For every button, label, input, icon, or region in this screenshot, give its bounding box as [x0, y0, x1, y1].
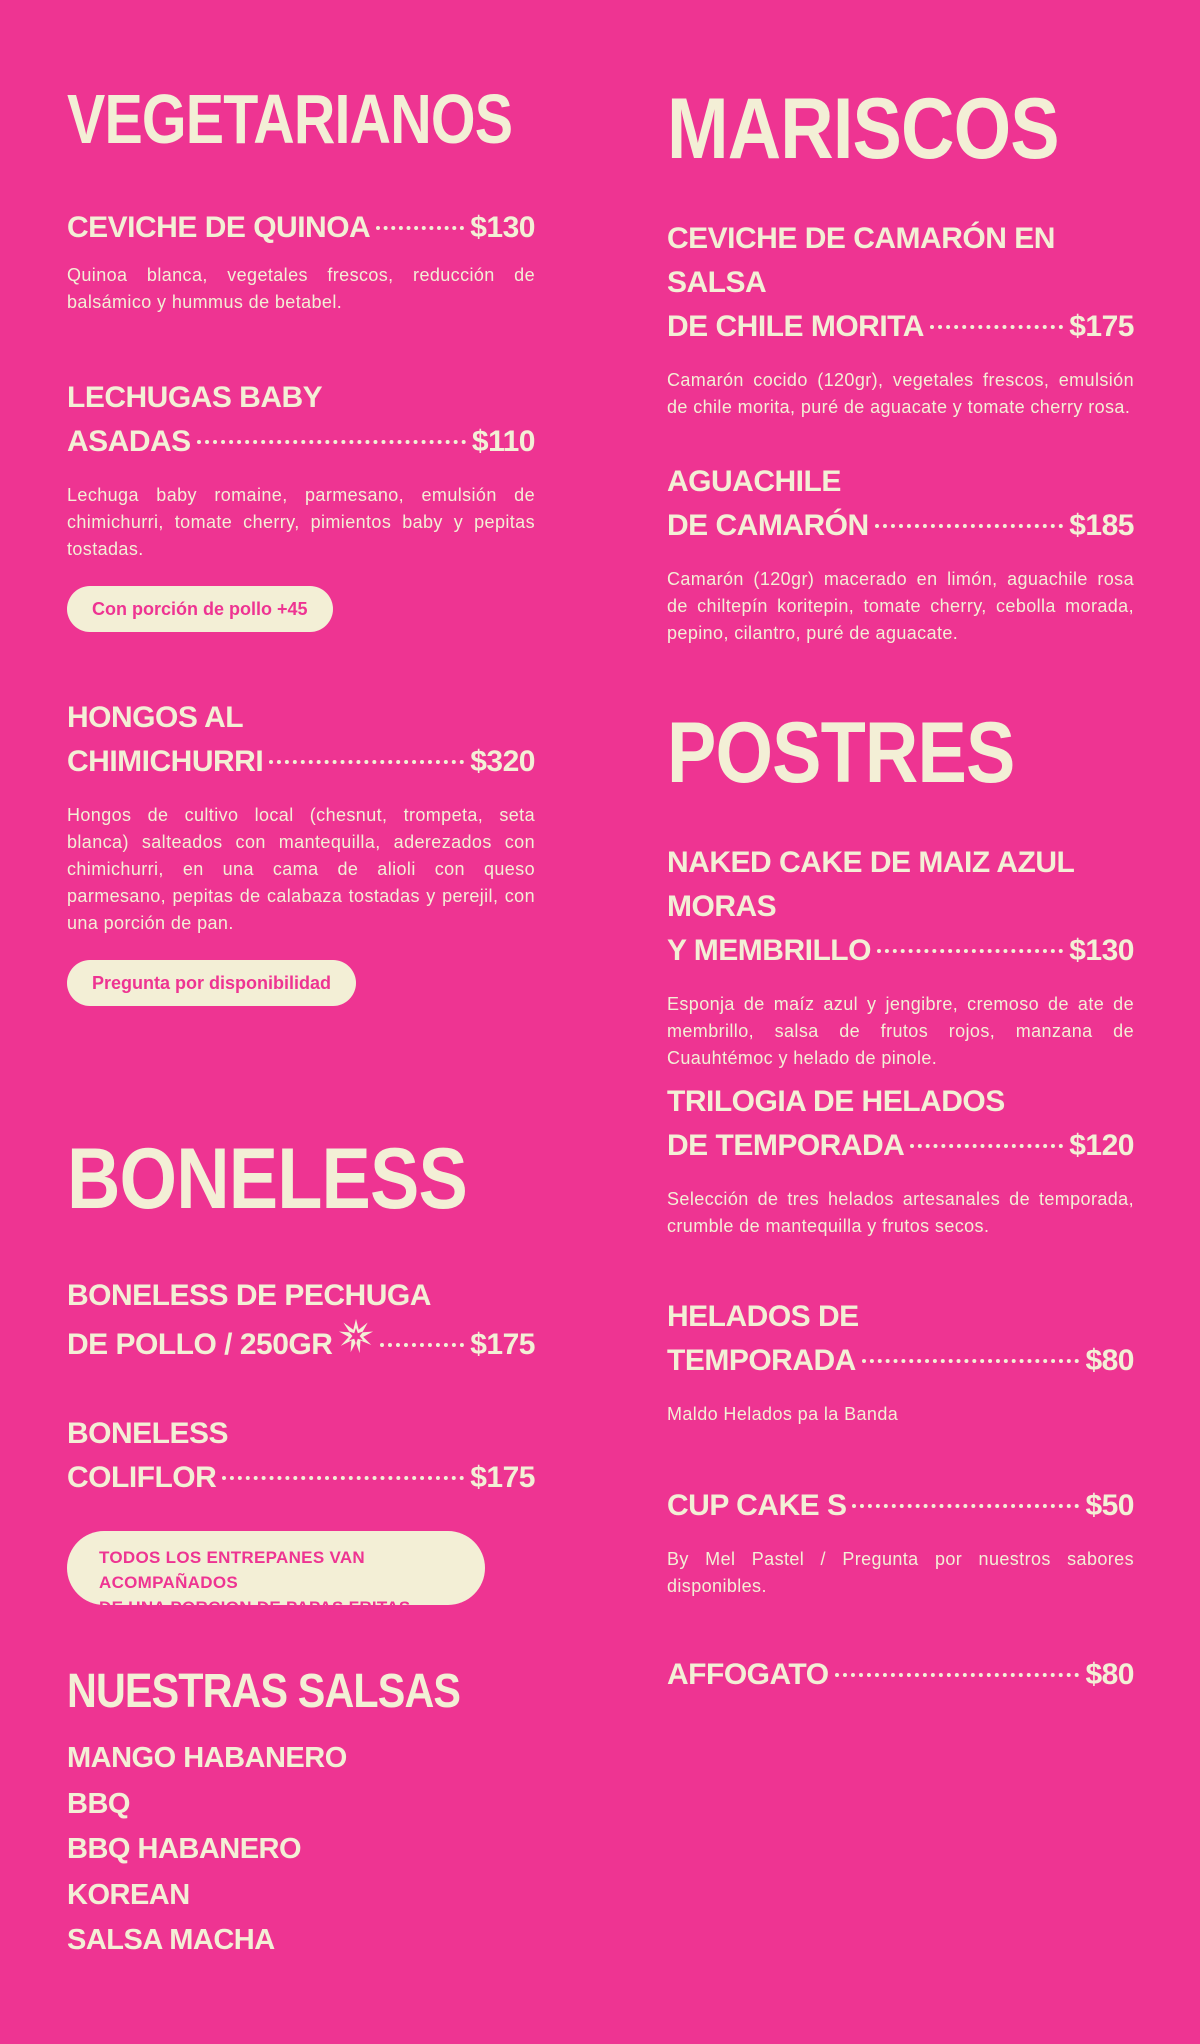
leader-dots [930, 325, 1063, 329]
list-item: SALSA MACHA [67, 1924, 275, 1956]
item-name-line2: DE CAMARÓN [667, 509, 869, 542]
list-item: BBQ HABANERO [67, 1833, 302, 1865]
item-name-line1: BONELESS DE PECHUGA [67, 1279, 431, 1312]
note-line1: TODOS LOS ENTREPANES VAN ACOMPAÑADOS [99, 1548, 366, 1592]
menu-item-ceviche-quinoa [67, 206, 535, 316]
item-name-line1: LECHUGAS BABY [67, 381, 323, 414]
item-name-line1: HELADOS DE [667, 1300, 859, 1333]
item-price: $80 [1085, 1658, 1134, 1691]
menu-item-boneless-pechuga [67, 1274, 535, 1367]
leader-dots [380, 1343, 464, 1347]
salsas-list [67, 1736, 535, 1964]
item-price: $320 [470, 745, 535, 778]
item-name-line2: Y MEMBRILLO [667, 934, 871, 967]
item-name-line1: BONELESS [67, 1417, 229, 1450]
item-price: $175 [470, 1328, 535, 1361]
leader-dots [222, 1476, 464, 1480]
menu-item-aguachile [667, 460, 1134, 647]
item-name: AFFOGATO [667, 1658, 829, 1691]
menu-item-affogato [667, 1653, 1134, 1697]
menu-item-ceviche-camaron [667, 217, 1134, 421]
item-price: $185 [1069, 509, 1134, 542]
item-name: CEVICHE DE QUINOA [67, 211, 371, 244]
item-price: $110 [471, 425, 535, 458]
item-name-line2: CHIMICHURRI [67, 745, 264, 778]
menu-item-hongos-chimichurri [67, 696, 535, 1006]
menu-item-boneless-coliflor [67, 1412, 535, 1500]
leader-dots [875, 524, 1064, 528]
item-description: Lechuga baby romaine, parmesano, emulsión de chimichurri, tomate cherry, pimientos baby y pepitas tostadas. [67, 485, 535, 559]
item-name-line1: HONGOS AL [67, 701, 244, 734]
item-name: CUP CAKE S [667, 1489, 847, 1522]
papas-note-pill [67, 1531, 485, 1617]
item-description: Selección de tres helados artesanales de temporada, crumble de mantequilla y frutos secos. [667, 1189, 1134, 1236]
section-title-boneless: BONELESS [67, 1131, 467, 1227]
item-name-line2: ASADAS [67, 425, 191, 458]
item-name-line2: DE POLLO / 250GR [67, 1328, 333, 1361]
availability-pill: Pregunta por disponibilidad [67, 960, 356, 1006]
item-name-line1: NAKED CAKE DE MAIZ AZUL MORAS [667, 846, 1074, 923]
list-item: KOREAN [67, 1878, 190, 1911]
section-title-mariscos: MARISCOS [667, 81, 1059, 177]
menu-item-naked-cake [667, 841, 1134, 1072]
item-name-line2: TEMPORADA [667, 1344, 856, 1377]
item-name-line2: COLIFLOR [67, 1461, 217, 1494]
leader-dots [197, 440, 466, 444]
leader-dots [835, 1673, 1080, 1677]
item-description: Maldo Helados pa la Banda [667, 1404, 899, 1424]
leader-dots [269, 760, 464, 764]
menu-item-trilogia-helados [667, 1080, 1134, 1240]
item-price: $175 [470, 1461, 535, 1494]
menu-item-cup-cakes [667, 1484, 1134, 1600]
note-line2: DE UNA PORCION DE PAPAS FRITAS [99, 1598, 411, 1617]
section-title-postres: POSTRES [667, 705, 1015, 801]
section-title-salsas: NUESTRAS SALSAS [67, 1665, 461, 1718]
item-name-line1: CEVICHE DE CAMARÓN EN SALSA [667, 222, 1055, 299]
item-description: Esponja de maíz azul y jengibre, cremoso de ate de membrillo, salsa de frutos rojos, manzana de Cuauhtémoc y helado de pinole. [667, 994, 1134, 1068]
list-item: MANGO HABANERO [67, 1742, 347, 1774]
item-description: Camarón cocido (120gr), vegetales frescos, emulsión de chile morita, puré de aguacate y tomate cherry rosa. [667, 370, 1134, 417]
spicy-burst-icon [338, 1318, 374, 1354]
item-price: $175 [1069, 310, 1134, 343]
item-description: By Mel Pastel / Pregunta por nuestros sabores disponibles. [667, 1549, 1134, 1596]
leader-dots [852, 1504, 1079, 1508]
leader-dots [877, 949, 1063, 953]
item-price: $80 [1085, 1344, 1134, 1377]
item-price: $120 [1069, 1129, 1134, 1162]
item-description: Hongos de cultivo local (chesnut, trompeta, seta blanca) salteados con mantequilla, aderezados con chimichurri, en una cama de alioli con queso parmesano, pepitas de calabaza tostadas y perejil, con una porción de pan. [67, 805, 535, 933]
item-description: Quinoa blanca, vegetales frescos, reducción de balsámico y hummus de betabel. [67, 265, 535, 312]
menu-item-lechugas-baby [67, 376, 535, 632]
list-item: BBQ [67, 1787, 130, 1820]
item-name-line1: TRILOGIA DE HELADOS [667, 1085, 1005, 1118]
item-name-line2: DE CHILE MORITA [667, 310, 924, 343]
item-price: $50 [1085, 1489, 1134, 1522]
menu-item-helados-temporada [667, 1295, 1134, 1428]
leader-dots [376, 226, 464, 230]
item-price: $130 [1069, 934, 1134, 967]
item-name-line1: AGUACHILE [667, 465, 841, 498]
section-title-vegetarianos: VEGETARIANOS [67, 80, 513, 158]
leader-dots [910, 1144, 1063, 1148]
item-description: Camarón (120gr) macerado en limón, aguachile rosa de chiltepín koritepin, tomate cherry, cebolla morada, pepino, cilantro, puré de aguacate. [667, 569, 1134, 643]
pollo-addon-pill: Con porción de pollo +45 [67, 586, 333, 632]
item-name-line2: DE TEMPORADA [667, 1129, 905, 1162]
leader-dots [862, 1359, 1080, 1363]
item-price: $130 [470, 211, 535, 244]
